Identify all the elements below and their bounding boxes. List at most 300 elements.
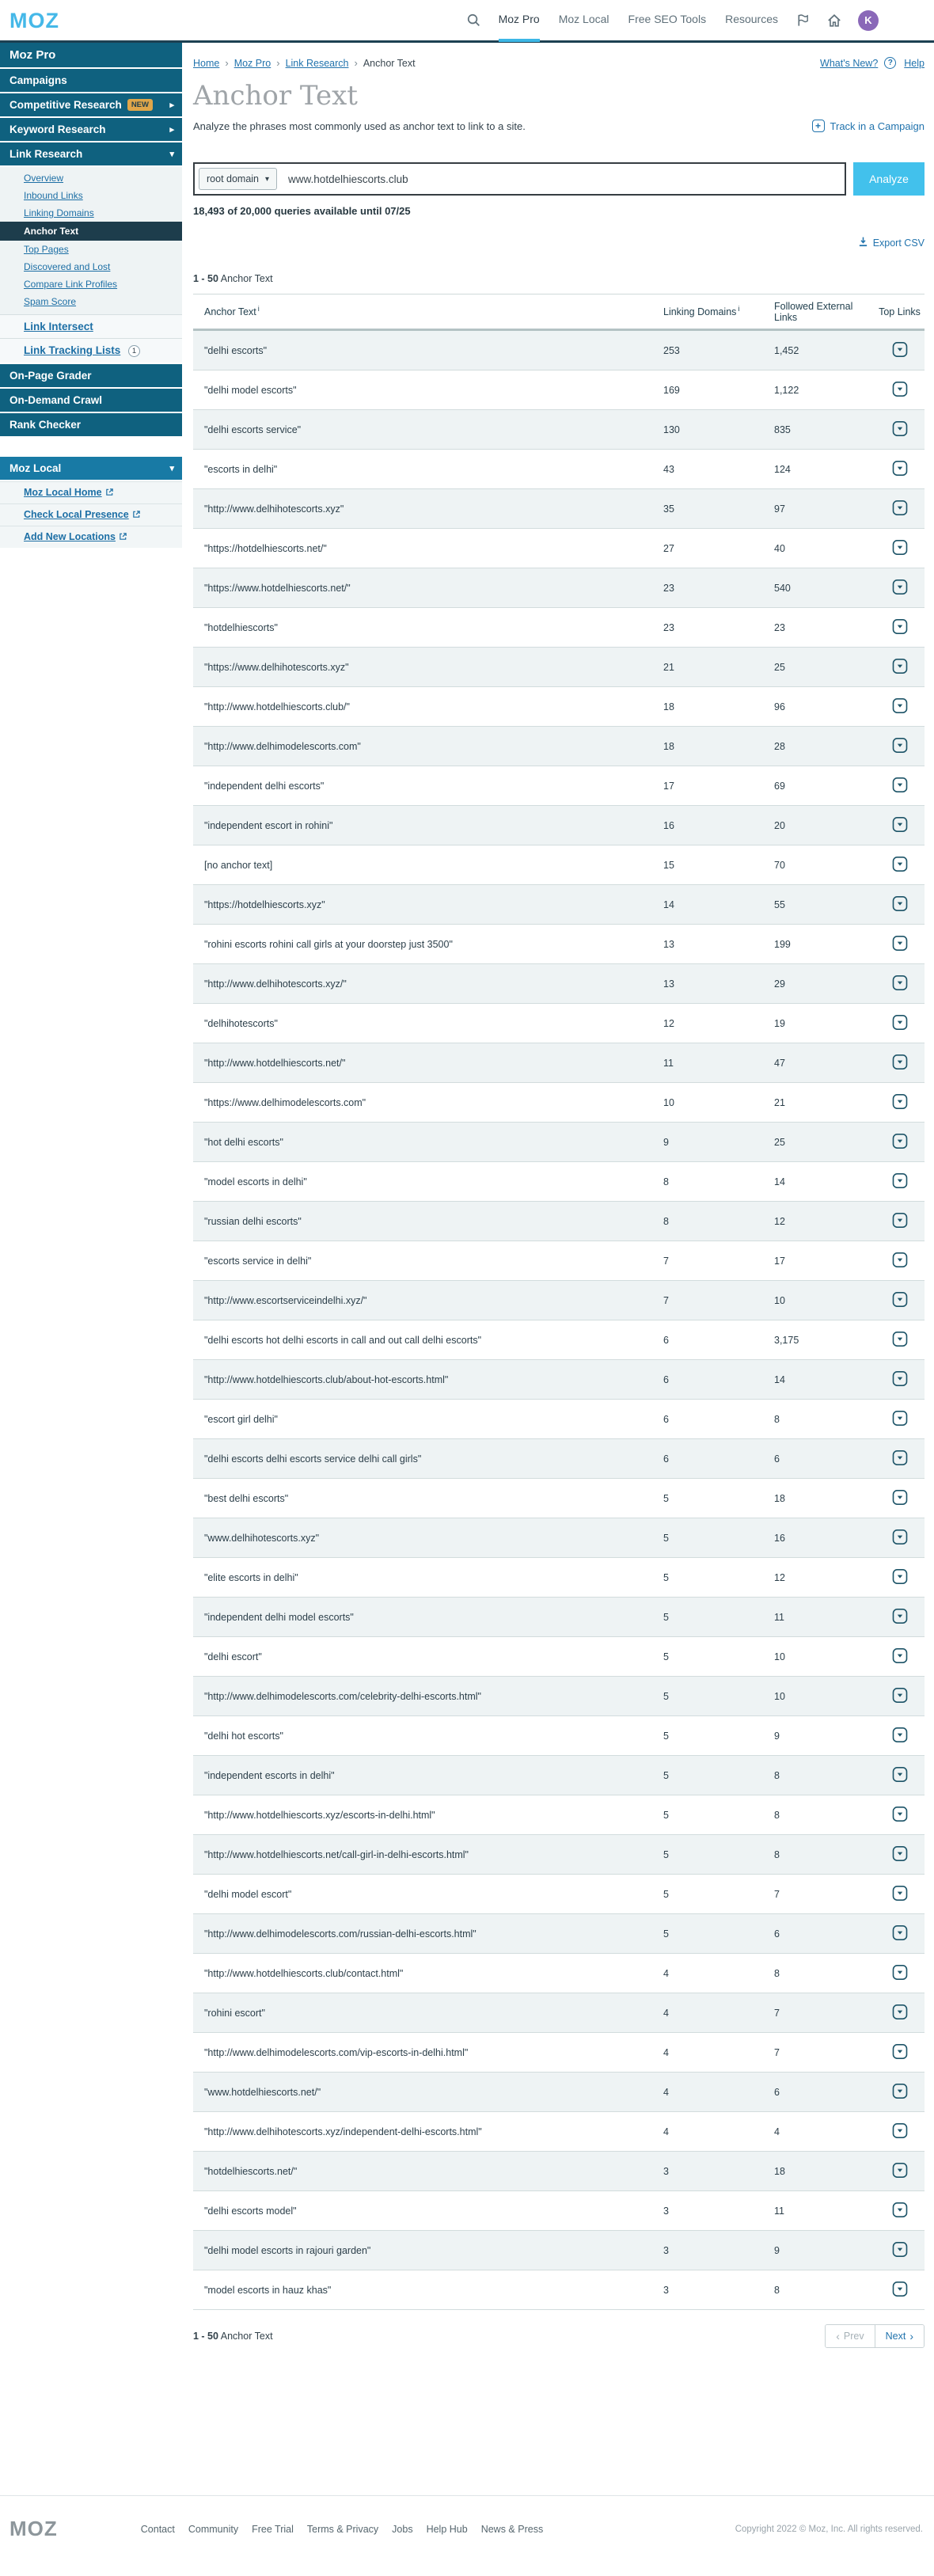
table-row: [193, 1162, 925, 1202]
table-row: [193, 1954, 925, 1993]
link-research-submenu: [0, 167, 182, 314]
linking-domains-cell: 4: [663, 2126, 669, 2137]
anchor-text-cell: "hotdelhiescorts.net/": [204, 2165, 298, 2177]
footer-links: [141, 2524, 543, 2535]
linking-domains-cell: 16: [663, 819, 674, 831]
anchor-text-cell: "independent escort in rohini": [204, 819, 333, 831]
table-row: [193, 1043, 925, 1083]
linking-domains-cell: 8: [663, 1176, 669, 1187]
flag-icon[interactable]: [795, 13, 811, 28]
home-icon[interactable]: [826, 13, 842, 28]
next-button[interactable]: Next ›: [875, 2325, 924, 2347]
top-links-expand-icon[interactable]: [892, 1806, 908, 1822]
anchor-text-cell: "http://www.hotdelhiescorts.club/": [204, 701, 350, 712]
table-row: [193, 1320, 925, 1360]
anchor-text-cell: "http://www.delhihotescorts.xyz/": [204, 978, 347, 990]
top-links-expand-icon[interactable]: [892, 737, 908, 754]
anchor-text-cell: "www.hotdelhiescorts.net/": [204, 2086, 321, 2098]
top-links-expand-icon[interactable]: [892, 1014, 908, 1031]
sidebar-item-competitive-research[interactable]: Competitive Research NEW ▸: [0, 93, 182, 116]
anchor-text-cell: "independent delhi model escorts": [204, 1611, 354, 1623]
linking-domains-cell: 5: [663, 1611, 669, 1623]
linking-domains-cell: 8: [663, 1215, 669, 1227]
table-row: [193, 2033, 925, 2073]
followed-links-cell: 12: [774, 1571, 785, 1583]
followed-links-cell: 835: [774, 424, 791, 435]
top-links-expand-icon[interactable]: [892, 1568, 908, 1585]
table-row: [193, 766, 925, 806]
table-row: [193, 1756, 925, 1795]
footer-link[interactable]: News & Press: [480, 2523, 544, 2535]
footer-link[interactable]: Free Trial: [252, 2523, 294, 2535]
top-links-expand-icon[interactable]: [892, 1964, 908, 1981]
top-links-expand-icon[interactable]: [892, 539, 908, 556]
table-row: [193, 925, 925, 964]
linking-domains-cell: 43: [663, 463, 674, 475]
anchor-text-cell: "delhi escort": [204, 1651, 262, 1662]
main-content: [182, 43, 934, 2348]
top-links-expand-icon[interactable]: [892, 2202, 908, 2218]
followed-links-cell: 25: [774, 661, 785, 673]
linking-domains-cell: 27: [663, 542, 674, 554]
new-badge: NEW: [127, 99, 153, 111]
table-row: [193, 410, 925, 450]
sidebar-item-discovered-and-lost[interactable]: Discovered and Lost: [24, 261, 111, 272]
nav-tab-free-seo-tools[interactable]: Free SEO Tools: [628, 12, 707, 25]
top-links-expand-icon[interactable]: [892, 1331, 908, 1347]
followed-links-cell: 6: [774, 1928, 780, 1940]
breadcrumb: [193, 57, 925, 69]
anchor-text-cell: "russian delhi escorts": [204, 1215, 302, 1227]
user-avatar[interactable]: K: [858, 10, 879, 31]
top-links-expand-icon[interactable]: [892, 1133, 908, 1149]
table-row: [193, 2231, 925, 2270]
followed-links-cell: 10: [774, 1294, 785, 1306]
anchor-text-cell: "www.delhihotescorts.xyz": [204, 1532, 320, 1544]
external-link-icon: [132, 510, 141, 521]
table-row: [193, 1637, 925, 1677]
table-row: [193, 1439, 925, 1479]
top-links-expand-icon[interactable]: [892, 2043, 908, 2060]
moz-footer-logo: MOZ: [9, 2517, 58, 2540]
chevron-right-icon: ▸: [169, 125, 174, 135]
sidebar-item-moz-local[interactable]: Moz Local ▾: [0, 457, 182, 480]
linking-domains-cell: 5: [663, 1571, 669, 1583]
followed-links-cell: 4: [774, 2126, 780, 2137]
sidebar-item-check-local-presence[interactable]: Check Local Presence: [24, 508, 129, 520]
search-icon[interactable]: [466, 13, 481, 28]
top-links-expand-icon[interactable]: [892, 856, 908, 872]
linking-domains-cell: 6: [663, 1453, 669, 1465]
top-links-expand-icon[interactable]: [892, 1252, 908, 1268]
linking-domains-cell: 3: [663, 2284, 669, 2296]
top-links-expand-icon[interactable]: [892, 658, 908, 674]
anchor-text-cell: "http://www.hotdelhiescorts.net/call-girl-in-delhi-escorts.html": [204, 1848, 469, 1860]
sidebar-item-spam-score[interactable]: Spam Score: [24, 296, 77, 307]
prev-button[interactable]: ‹ Prev: [826, 2325, 874, 2347]
anchor-text-cell: "delhi escorts hot delhi escorts in call and out call delhi escorts": [204, 1334, 482, 1346]
external-link-icon: [119, 532, 127, 543]
linking-domains-cell: 6: [663, 1373, 669, 1385]
scope-dropdown[interactable]: root domain ▾: [199, 168, 277, 190]
top-links-expand-icon[interactable]: [892, 460, 908, 477]
linking-domains-cell: 4: [663, 2046, 669, 2058]
top-links-expand-icon[interactable]: [892, 420, 908, 437]
table-row: [193, 2152, 925, 2191]
top-links-expand-icon[interactable]: [892, 341, 908, 358]
followed-links-cell: 7: [774, 2007, 780, 2019]
followed-links-cell: 18: [774, 2165, 785, 2177]
top-links-expand-icon[interactable]: [892, 2241, 908, 2258]
track-in-campaign-link[interactable]: + Track in a Campaign: [812, 120, 925, 132]
linking-domains-cell: 5: [663, 1769, 669, 1781]
table-row: [193, 1083, 925, 1123]
table-row: [193, 1123, 925, 1162]
page-subtitle: Analyze the phrases most commonly used as anchor text to link to a site.: [193, 120, 526, 132]
sidebar-item-keyword-research[interactable]: Keyword Research ▸: [0, 118, 182, 141]
top-links-expand-icon[interactable]: [892, 1885, 908, 1902]
sidebar-item-inbound-links[interactable]: Inbound Links: [24, 190, 83, 201]
top-links-expand-icon[interactable]: [892, 1766, 908, 1783]
top-links-expand-icon[interactable]: [892, 975, 908, 991]
table-row: [193, 2191, 925, 2231]
sidebar-item-link-research[interactable]: Link Research ▾: [0, 142, 182, 165]
followed-links-cell: 8: [774, 1967, 780, 1979]
top-links-expand-icon[interactable]: [892, 1647, 908, 1664]
nav-tab-moz-local[interactable]: Moz Local: [558, 12, 609, 25]
followed-links-cell: 9: [774, 2244, 780, 2256]
linking-domains-cell: 4: [663, 1967, 669, 1979]
sidebar-item-add-new-locations[interactable]: Add New Locations: [24, 530, 116, 542]
column-header-linking-domains[interactable]: Linking Domains $^i$: [663, 305, 740, 318]
chevron-down-icon: ▾: [169, 463, 174, 473]
linking-domains-cell: 13: [663, 938, 674, 950]
sidebar-item-overview[interactable]: Overview: [24, 173, 64, 184]
followed-links-cell: 1,122: [774, 384, 799, 396]
linking-domains-cell: 9: [663, 1136, 669, 1148]
linking-domains-cell: 4: [663, 2086, 669, 2098]
external-link-icon: [105, 488, 114, 499]
top-links-expand-icon[interactable]: [892, 1687, 908, 1704]
top-links-expand-icon[interactable]: [892, 2122, 908, 2139]
followed-links-cell: 8: [774, 1769, 780, 1781]
anchor-text-cell: "delhi escorts": [204, 344, 268, 356]
footer-link[interactable]: Jobs: [392, 2523, 413, 2535]
next-arrow-icon: ›: [909, 2330, 913, 2342]
footer-link[interactable]: Help Hub: [426, 2523, 468, 2535]
followed-links-cell: 40: [774, 542, 785, 554]
anchor-text-cell: "http://www.delhimodelescorts.com/russian-delhi-escorts.html": [204, 1928, 476, 1940]
analyze-button[interactable]: Analyze: [853, 162, 925, 196]
anchor-text-cell: "http://www.hotdelhiescorts.net/": [204, 1057, 346, 1069]
followed-links-cell: 47: [774, 1057, 785, 1069]
info-icon[interactable]: i: [738, 305, 740, 313]
linking-domains-cell: 130: [663, 424, 680, 435]
query-quota-text: 18,493 of 20,000 queries available until 07/25: [193, 205, 411, 217]
anchor-text-cell: "http://www.hotdelhiescorts.xyz/escorts-in-delhi.html": [204, 1809, 435, 1821]
linking-domains-cell: 169: [663, 384, 680, 396]
breadcrumb-current: Anchor Text: [363, 57, 416, 69]
followed-links-cell: 29: [774, 978, 785, 990]
top-links-expand-icon[interactable]: [892, 1212, 908, 1229]
linking-domains-cell: 23: [663, 582, 674, 594]
nav-tab-moz-pro[interactable]: Moz Pro: [499, 0, 540, 42]
footer-link[interactable]: Contact: [140, 2523, 175, 2535]
followed-links-cell: 25: [774, 1136, 785, 1148]
sidebar-item-top-pages[interactable]: Top Pages: [24, 244, 69, 255]
top-links-expand-icon[interactable]: [892, 1370, 908, 1387]
top-links-expand-icon[interactable]: [892, 2281, 908, 2297]
linking-domains-cell: 10: [663, 1096, 674, 1108]
followed-links-cell: 14: [774, 1373, 785, 1385]
linking-domains-cell: 5: [663, 1888, 669, 1900]
table-row: [193, 1202, 925, 1241]
table-row: [193, 648, 925, 687]
table-row: [193, 1993, 925, 2033]
linking-domains-cell: 5: [663, 1730, 669, 1742]
anchor-text-cell: "model escorts in hauz khas": [204, 2284, 332, 2296]
footer-link[interactable]: Community: [188, 2523, 239, 2535]
followed-links-cell: 21: [774, 1096, 785, 1108]
anchor-text-cell: "independent escorts in delhi": [204, 1769, 335, 1781]
table-row: [193, 489, 925, 529]
followed-links-cell: 8: [774, 1413, 780, 1425]
table-row: [193, 1795, 925, 1835]
anchor-text-cell: "http://www.delhimodelescorts.com/vip-escorts-in-delhi.html": [204, 2046, 469, 2058]
sidebar-item-on-demand-crawl[interactable]: On-Demand Crawl: [0, 389, 182, 412]
breadcrumb-home[interactable]: Home: [193, 57, 220, 69]
linking-domains-cell: 15: [663, 859, 674, 871]
breadcrumb-link-research[interactable]: Link Research: [285, 57, 349, 69]
link-tracking-count-badge: 1: [128, 345, 140, 357]
followed-links-cell: 11: [774, 1611, 784, 1623]
followed-links-cell: 1,452: [774, 344, 799, 356]
followed-links-cell: 7: [774, 1888, 780, 1900]
followed-links-cell: 199: [774, 938, 791, 950]
download-icon: [858, 236, 868, 249]
table-row: [193, 727, 925, 766]
table-row: [193, 1716, 925, 1756]
anchor-text-cell: "delhi escorts model": [204, 2205, 297, 2217]
sidebar-item-on-page-grader[interactable]: On-Page Grader: [0, 364, 182, 387]
top-links-expand-icon[interactable]: [892, 500, 908, 516]
followed-links-cell: 14: [774, 1176, 785, 1187]
anchor-text-cell: "https://www.delhimodelescorts.com": [204, 1096, 366, 1108]
top-links-expand-icon[interactable]: [892, 1054, 908, 1070]
linking-domains-cell: 6: [663, 1334, 669, 1346]
sidebar-item-check-local-presence-row: [0, 503, 182, 526]
info-icon[interactable]: i: [257, 305, 260, 313]
footer-link[interactable]: Terms & Privacy: [306, 2523, 379, 2535]
page-title: Anchor Text: [193, 80, 358, 112]
followed-links-cell: 18: [774, 1492, 785, 1504]
table-row: [193, 885, 925, 925]
anchor-text-cell: "http://www.hotdelhiescorts.club/contact.html": [204, 1967, 404, 1979]
anchor-text-cell: "delhi model escorts": [204, 384, 297, 396]
linking-domains-cell: 5: [663, 1492, 669, 1504]
page-footer: [0, 2495, 934, 2571]
followed-links-cell: 8: [774, 2284, 780, 2296]
table-row: [193, 687, 925, 727]
breadcrumb-separator: ›: [276, 57, 280, 69]
sidebar-item-compare-link-profiles[interactable]: Compare Link Profiles: [24, 279, 118, 290]
followed-links-cell: 96: [774, 701, 785, 712]
top-nav: [0, 0, 934, 43]
plus-icon: +: [812, 120, 825, 132]
top-links-expand-icon[interactable]: [892, 1489, 908, 1506]
linking-domains-cell: 3: [663, 2244, 669, 2256]
top-links-expand-icon[interactable]: [892, 1727, 908, 1743]
followed-links-cell: 3,175: [774, 1334, 799, 1346]
table-row: [193, 806, 925, 845]
anchor-text-cell: "escort girl delhi": [204, 1413, 278, 1425]
followed-links-cell: 55: [774, 899, 785, 910]
column-header-anchor-text[interactable]: Anchor Text $^i$: [204, 305, 260, 318]
linking-domains-cell: 23: [663, 621, 674, 633]
table-row: [193, 2270, 925, 2310]
sidebar-item-campaigns[interactable]: Campaigns: [0, 69, 182, 92]
followed-links-cell: 10: [774, 1690, 785, 1702]
anchor-text-cell: "delhi escorts delhi escorts service delhi call girls": [204, 1453, 422, 1465]
linking-domains-cell: 3: [663, 2165, 669, 2177]
moz-logo[interactable]: MOZ: [9, 8, 59, 32]
linking-domains-cell: 5: [663, 1690, 669, 1702]
chevron-down-icon: ▾: [169, 150, 174, 159]
sidebar-item-linking-domains[interactable]: Linking Domains: [24, 207, 94, 218]
top-links-expand-icon[interactable]: [892, 1093, 908, 1110]
linking-domains-cell: 6: [663, 1413, 669, 1425]
followed-links-cell: 6: [774, 2086, 780, 2098]
anchor-text-cell: "http://www.delhimodelescorts.com": [204, 740, 361, 752]
table-row: [193, 1360, 925, 1400]
table-row: [193, 1677, 925, 1716]
help-link[interactable]: Help: [904, 57, 925, 69]
followed-links-cell: 23: [774, 621, 785, 633]
anchor-text-cell: "https://www.delhihotescorts.xyz": [204, 661, 349, 673]
sidebar-item-moz-pro[interactable]: Moz Pro: [0, 43, 182, 67]
table-body: [193, 331, 925, 2310]
top-links-expand-icon[interactable]: [892, 2162, 908, 2179]
top-links-expand-icon[interactable]: [892, 1924, 908, 1941]
export-csv-link[interactable]: Export CSV: [858, 236, 925, 249]
followed-links-cell: 12: [774, 1215, 785, 1227]
table-row: [193, 608, 925, 648]
sidebar-item-link-tracking-lists[interactable]: Link Tracking Lists: [24, 344, 121, 356]
search-input[interactable]: [287, 173, 838, 186]
result-range-bottom: 1 - 50 Anchor Text: [193, 2331, 273, 2342]
table-row: [193, 1479, 925, 1518]
nav-tab-resources[interactable]: Resources: [725, 12, 778, 25]
top-links-expand-icon[interactable]: [892, 2083, 908, 2099]
top-links-expand-icon[interactable]: [892, 895, 908, 912]
table-row: [193, 1875, 925, 1914]
column-header-top-links: Top Links: [879, 306, 921, 317]
table-row: [193, 964, 925, 1004]
top-links-expand-icon[interactable]: [892, 1291, 908, 1308]
sidebar-item-link-intersect[interactable]: Link Intersect: [24, 321, 93, 332]
anchor-text-cell: "escorts service in delhi": [204, 1255, 312, 1267]
followed-links-cell: 69: [774, 780, 785, 792]
table-row: [193, 1400, 925, 1439]
top-links-expand-icon[interactable]: [892, 579, 908, 595]
top-links-expand-icon[interactable]: [892, 1449, 908, 1466]
top-links-expand-icon[interactable]: [892, 618, 908, 635]
anchor-text-cell: "elite escorts in delhi": [204, 1571, 298, 1583]
table-row: [193, 450, 925, 489]
followed-links-cell: 6: [774, 1453, 780, 1465]
sidebar-item-moz-local-home[interactable]: Moz Local Home: [24, 486, 102, 498]
linking-domains-cell: 17: [663, 780, 674, 792]
chevron-right-icon: ▸: [169, 101, 174, 110]
linking-domains-cell: 3: [663, 2205, 669, 2217]
followed-links-cell: 97: [774, 503, 785, 515]
column-header-followed-external-links[interactable]: Followed External Links: [774, 300, 853, 323]
linking-domains-cell: 7: [663, 1294, 669, 1306]
top-links-expand-icon[interactable]: [892, 1172, 908, 1189]
followed-links-cell: 19: [774, 1017, 785, 1029]
top-links-expand-icon[interactable]: [892, 1529, 908, 1545]
prev-arrow-icon: ‹: [836, 2330, 840, 2342]
linking-domains-cell: 5: [663, 1848, 669, 1860]
followed-links-cell: 17: [774, 1255, 785, 1267]
sidebar-item-rank-checker[interactable]: Rank Checker: [0, 413, 182, 436]
search-box: [193, 162, 846, 196]
followed-links-cell: 11: [774, 2205, 784, 2217]
anchor-text-cell: "model escorts in delhi": [204, 1176, 307, 1187]
sidebar-item-link-intersect-row: [0, 314, 182, 338]
followed-links-cell: 8: [774, 1848, 780, 1860]
anchor-text-cell: "hot delhi escorts": [204, 1136, 283, 1148]
anchor-text-cell: "hotdelhiescorts": [204, 621, 278, 633]
anchor-text-cell: "delhi hot escorts": [204, 1730, 283, 1742]
top-links-expand-icon[interactable]: [892, 816, 908, 833]
whats-new-link[interactable]: What's New?: [820, 57, 879, 69]
top-links-expand-icon[interactable]: [892, 935, 908, 952]
linking-domains-cell: 5: [663, 1532, 669, 1544]
linking-domains-cell: 14: [663, 899, 674, 910]
linking-domains-cell: 5: [663, 1809, 669, 1821]
linking-domains-cell: 18: [663, 740, 674, 752]
top-links-expand-icon[interactable]: [892, 777, 908, 793]
anchor-text-cell: "delhihotescorts": [204, 1017, 278, 1029]
breadcrumb-moz-pro[interactable]: Moz Pro: [234, 57, 271, 69]
top-links-expand-icon[interactable]: [892, 1410, 908, 1427]
anchor-text-cell: [no anchor text]: [204, 859, 273, 871]
linking-domains-cell: 11: [663, 1057, 674, 1069]
top-links-expand-icon[interactable]: [892, 2004, 908, 2020]
anchor-text-cell: "http://www.delhihotescorts.xyz/independent-delhi-escorts.html": [204, 2126, 482, 2137]
linking-domains-cell: 18: [663, 701, 674, 712]
followed-links-cell: 124: [774, 463, 791, 475]
table-row: [193, 1914, 925, 1954]
top-links-expand-icon[interactable]: [892, 1845, 908, 1862]
top-links-expand-icon[interactable]: [892, 697, 908, 714]
sidebar-item-add-new-locations-row: [0, 526, 182, 548]
linking-domains-cell: 21: [663, 661, 674, 673]
sidebar-item-anchor-text[interactable]: Anchor Text: [0, 222, 182, 241]
table-row: [193, 2073, 925, 2112]
followed-links-cell: 16: [774, 1532, 785, 1544]
anchor-text-cell: "http://www.delhihotescorts.xyz": [204, 503, 344, 515]
anchor-text-cell: "delhi escorts service": [204, 424, 302, 435]
top-links-expand-icon[interactable]: [892, 381, 908, 397]
table-row: [193, 331, 925, 370]
help-icon[interactable]: ?: [884, 57, 896, 69]
top-links-expand-icon[interactable]: [892, 1608, 908, 1624]
linking-domains-cell: 4: [663, 2007, 669, 2019]
followed-links-cell: 9: [774, 1730, 780, 1742]
table-header: [193, 294, 925, 331]
